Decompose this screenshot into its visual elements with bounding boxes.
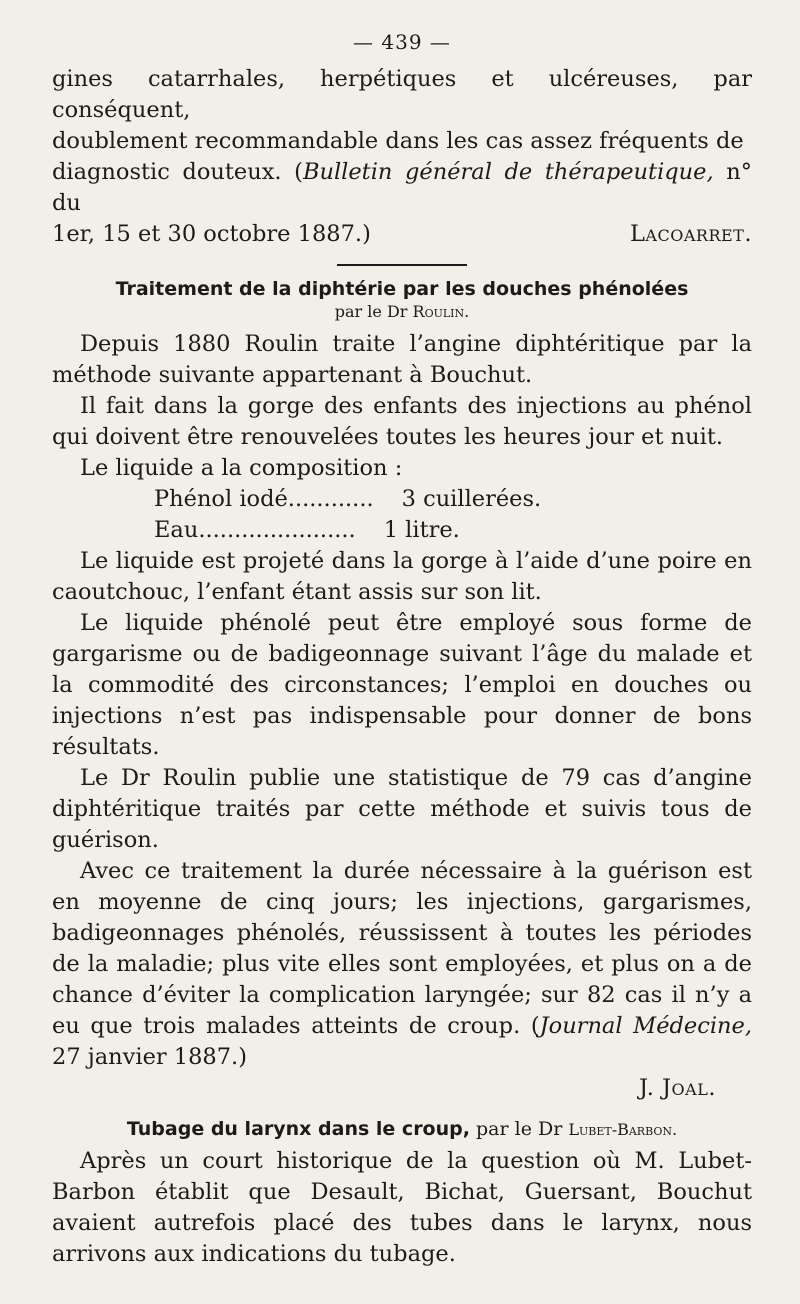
byline-prefix: par le Dr (469, 1118, 569, 1140)
paragraph (52, 856, 752, 1073)
paragraph: Après un court historique de la question où M. Lubet-Barbon établit que Desault, Bichat, Guersant, Bouchut avaient autrefois placé des tubes dans le larynx, nous arrivons aux indications du tubage. (52, 1148, 752, 1267)
leader-dots: ...................... (198, 517, 356, 543)
text-run: Avec ce traitement la durée nécessaire à la guérison est en moyenne de cinq jours; les injections, gargarismes, badigeonnages phénolés, réussissent à toutes les périodes de la maladie; plus vite elles sont employées, et plus on a de chance d’éviter la complication laryngée; sur 82 cas il n’y a eu que trois malades atteints de croup. ( (52, 858, 752, 1039)
section-title-line (52, 1118, 752, 1140)
recipe-row (154, 515, 752, 546)
citation-title: Bulletin général de thérapeutique, (302, 159, 714, 185)
citation-signature-line (52, 219, 752, 250)
author-signature: Lacoarret. (629, 221, 752, 247)
paragraph: Le liquide phénolé peut être employé sous forme de gargarisme ou de badigeonnage suivant l’âge du malade et la commodité des circonstances; l’emploi en douches ou injections n’est pas indispensable pour donner de bons résultats. (52, 610, 752, 760)
page-number: — 439 — (353, 30, 451, 54)
section-divider (337, 264, 467, 266)
continuation-line-1: gines catarrhales, herpétiques et ulcéreuses, par conséquent, (52, 66, 752, 123)
document-page (52, 30, 752, 1270)
continuation-line-3 (52, 157, 752, 219)
ingredient-quantity: 1 litre. (383, 517, 460, 543)
paragraph: Le liquide a la composition : (80, 455, 403, 481)
ingredient-quantity: 3 cuillerées. (401, 486, 542, 512)
citation-date: 1er, 15 et 30 octobre 1887.) (52, 221, 371, 247)
recipe-table (52, 484, 752, 546)
byline-author: Roulin. (412, 302, 470, 321)
paragraph: Il fait dans la gorge des enfants des injections au phénol qui doivent être renouvelées toutes les heures jour et nuit. (52, 393, 752, 450)
byline-author: Lubet-Barbon. (568, 1120, 678, 1139)
ingredient-name: Phénol iodé (154, 486, 288, 512)
leader-dots: ............ (287, 486, 374, 512)
text-run: 27 janvier 1887.) (52, 1044, 247, 1070)
author-signature: J. Joal. (638, 1075, 716, 1101)
section-title: Traitement de la diphtérie par les douches phénolées (115, 278, 689, 300)
byline-prefix: par le Dr (334, 302, 413, 321)
text-run: n° du (52, 159, 752, 216)
section-title: Tubage du larynx dans le croup, (126, 1118, 470, 1140)
text-run: diagnostic douteux. ( (52, 159, 303, 185)
paragraph: Le Dr Roulin publie une statistique de 79 cas d’angine diphtéritique traités par cette méthode et suivis tous de guérison. (52, 765, 752, 853)
section-byline (52, 302, 752, 321)
paragraph: Depuis 1880 Roulin traite l’angine diphtéritique par la méthode suivante appartenant à Bouchut. (52, 331, 752, 388)
continuation-line-2: doublement recommandable dans les cas assez fréquents de (52, 128, 744, 154)
continuation-block (52, 64, 752, 250)
citation-title: Journal Médecine, (539, 1013, 752, 1039)
ingredient-name: Eau (154, 517, 199, 543)
recipe-row (154, 484, 752, 515)
paragraph: Le liquide est projeté dans la gorge à l’aide d’une poire en caoutchouc, l’enfant étant assis sur son lit. (52, 548, 752, 605)
